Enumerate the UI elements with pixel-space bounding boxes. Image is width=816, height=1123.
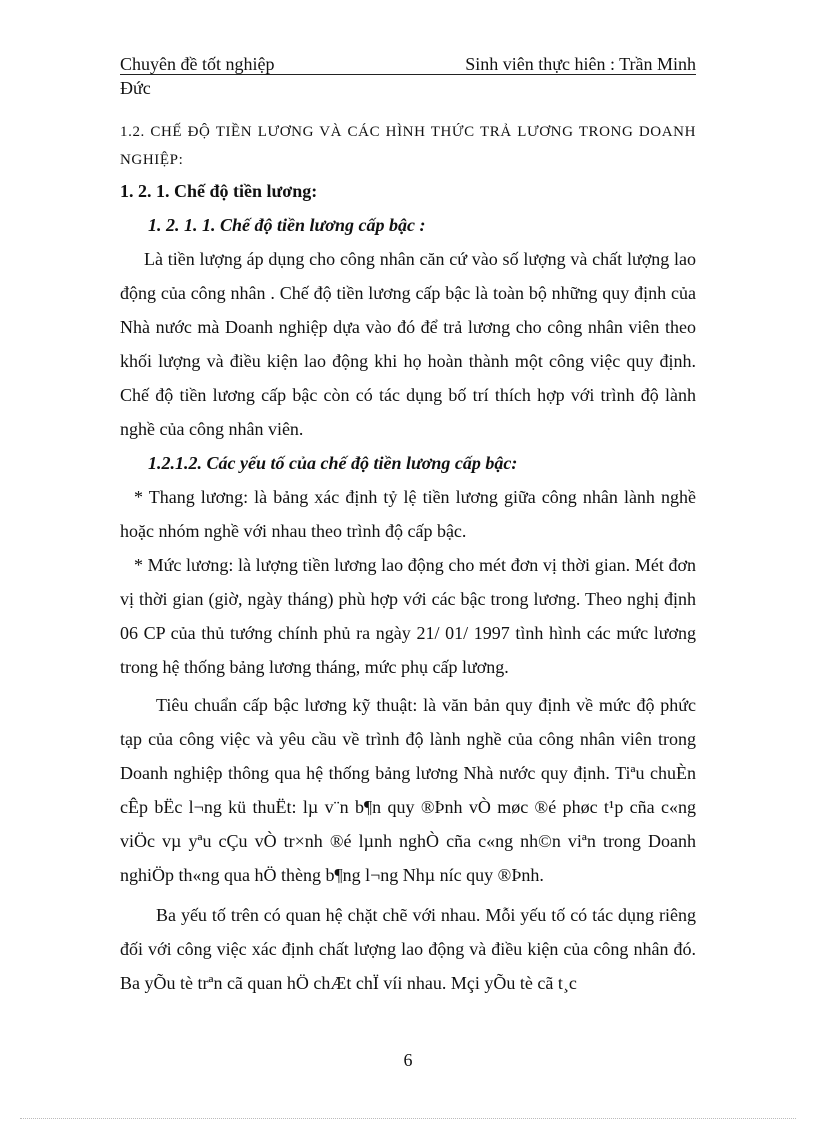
section-title: 1.2. CHẾ ĐỘ TIỀN LƯƠNG VÀ CÁC HÌNH THỨC TRẢ LƯƠNG TRONG DOANH NGHIỆP: xyxy=(120,124,696,168)
heading-1-1: 1. 2. 1. 1. Chế độ tiền lương cấp bậc : xyxy=(148,215,426,235)
page-bottom-divider xyxy=(20,1118,796,1119)
header-continuation: Đức xyxy=(120,78,151,98)
paragraph-1: Là tiền lượng áp dụng cho công nhân căn cứ vào số lượng và chất lượng lao động của công nhân . Chế độ tiền lương cấp bậc là toàn bộ những quy định của Nhà nước mà Doanh nghiệp dựa vào đó để trả lương cho công nhân viên theo khối lượng và điều kiện lao động khi họ hoàn thành một công việc quy định. Chế độ tiền lương cấp bậc còn có tác dụng bố trí thích hợp với trình độ lành nghề của công nhân viên. xyxy=(120,249,696,439)
heading-1: 1. 2. 1. Chế độ tiền lương: xyxy=(120,181,318,201)
header-left: Chuyên đề tốt nghiệp xyxy=(120,54,275,74)
header-rule xyxy=(120,74,696,75)
document-body xyxy=(120,118,696,1000)
heading-1-2: 1.2.1.2. Các yếu tố của chế độ tiền lương cấp bậc: xyxy=(148,453,518,473)
bullet-2: * Mức lương: là lượng tiền lương lao động cho mét đơn vị thời gian. Mét đơn vị thời gian (giờ, ngày tháng) phù hợp với các bậc trong lương. Theo nghị định 06 CP của thủ tướng chính phủ ra ngày 21/ 01/ 1997 tình hình các mức lương trong hệ thống bảng lương tháng, mức phụ cấp lương. xyxy=(120,555,696,677)
paragraph-3: Ba yếu tố trên có quan hệ chặt chẽ với nhau. Mỗi yếu tố có tác dụng riêng đối với công việc xác định chất lượng lao động và điều kiện của công nhân đó. Ba yÕu tè trªn cã quan hÖ chÆt chÏ víi nhau. Mçi yÕu tè cã t¸c xyxy=(120,905,696,993)
bullet-1: * Thang lương: là bảng xác định tỷ lệ tiền lương giữa công nhân lành nghề hoặc nhóm nghề với nhau theo trình độ cấp bậc. xyxy=(120,487,696,541)
page-number: 6 xyxy=(403,1050,413,1070)
paragraph-2: Tiêu chuẩn cấp bậc lương kỹ thuật: là văn bản quy định về mức độ phức tạp của công việc và yêu cầu về trình độ lành nghề của công nhân viên trong Doanh nghiệp thông qua hệ thống bảng lương Nhà nước quy định. Tiªu chuÈn cÊp bËc l¬ng kü thuËt: lµ v¨n b¶n quy ®Þnh vÒ møc ®é phøc t¹p cña c«ng viÖc vµ yªu cÇu vÒ tr×nh ®é lµnh nghÒ cña c«ng nh©n viªn trong Doanh nghiÖp th«ng qua hÖ thèng b¶ng l¬ng Nhµ níc quy ®Þnh. xyxy=(120,695,696,885)
header-right: Sinh viên thực hiên : Trần Minh xyxy=(465,54,696,74)
